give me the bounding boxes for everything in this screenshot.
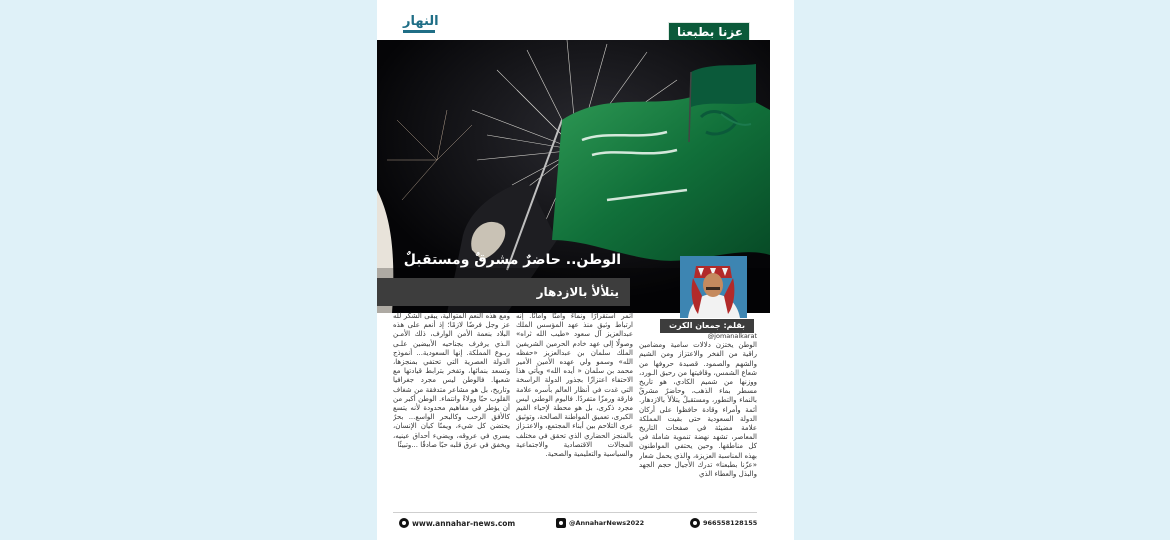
column-right-text: الوطن يختزن دلالات سامية ومضامين راقية من الفخر والاعتزاز ومن الشيم والشهم والصمود. قصيدة حروفها من شعاع الشمس، وقافيتها من رحيق الـورد، ووزنها من شميم الكادي، هو تاريخ مسطر بماء الذهب، وحاضرٌ مشرقٌ بالنماء والتطور، ومستقبلٌ يتلألأ بالازدهار. أئمة وأمراء وقادة حافظوا على أركان الدولة السعودية حتى بقيت المملكة علامة مضيئة في صفحات التاريخ المعاصر، تشهد نهضة تنموية شاملة في كل مناطقها. وحين يحتفي المواطنون بهذه المناسبة العزيزة، والذي يحمل شعار «عزّنا بطبعنا» تدرك الأجيال حجم الجهد والبذل والعطاء الذي (639, 341, 757, 479)
badge-title: عزنا بطبعنا (676, 25, 744, 39)
logo-text: النهار (403, 14, 439, 29)
whatsapp-icon (690, 518, 700, 528)
national-day-emblem (681, 62, 759, 144)
article-column-middle: أثمر استقرارًا ونماءً وأمنًا وأمانًا. إنه ارتباط وثيق منذ عهد المؤسس الملك عبدالعزيز آل سعود «طيب الله ثراه» وصولًا إلى عهد خادم الحرمين الشريفين الملك سلمان بن عبدالعزيز «حفظه الله» وسمو ولي عهده الأمين الأمير محمد بن سلمان « أيده الله» ويأتي هذا الاحتفاء اعتزازًا بجذور الدولة الراسخة التي غدت في أنظار العالم بأسره علامة فارقة ورمزًا متفردًا. فاليوم الوطني ليس مجرد ذكرى، بل هو محطة لإحياء القيم الكبرى، تعميق المواطنة الصالحة، وتوثيق عرى التلاحم بين أبناء المجتمع، والاعتـزاز بالمنجز الحضاري الذي تحقق في مختلف المجالات الاقتصادية والاجتماعية والسياسية والتعليمية والصحية. (516, 312, 633, 459)
footer-twitter[interactable] (556, 516, 644, 530)
footer-website[interactable] (399, 516, 515, 530)
article-subtitle: يتلألأ بالازدهار (536, 285, 619, 299)
author-photo (680, 256, 747, 318)
author-byline: بقلم: جمعان الكرت (669, 321, 745, 330)
article-column-left: ومع هذه النعم المتوالية، يبقى الشكر لله عز وجل فرضًا لازمًا؛ إذ أنعم على هذه البلاد بنعمة الأمن الوارف، ذلك الأمـن الـذي يرفرف بجناحيه الأبيضين علـى ربـوع المملكة. إنها السعودية... أنموذج الدولة العصرية التي تحتفي بمنجزها، وتسعد بنمائها، وتفخر بترابط قيادتها مع شعبها. فالوطن ليس مجرد جغرافيا وتاريخ، بل هو مشاعر متدفقة من شغاف القلوب حبًا وولاءً وانتماء. الوطن أكبر من أن يؤطر في مفاهيم محدودة لأنه يتسع كالأفق الرحب وكالبحر الواسع... بحرٌ يحتضن كل شيء، ويمنًا كيان الإنسان، يسري في عروقه، ويضيء أحداق عينيه، ويخفق في عرق قلبه حبًا صادقًا ...وتبيئًا (393, 312, 510, 449)
x-twitter-icon (556, 518, 566, 528)
whatsapp-text: 966558128155 (703, 519, 758, 527)
article-column-right (639, 332, 757, 522)
author-handle[interactable]: @jomanalkarat (707, 332, 757, 340)
globe-icon (399, 518, 409, 528)
website-text: www.annahar-news.com (412, 518, 516, 528)
twitter-text: @AnnaharNews2022 (569, 519, 645, 527)
footer-whatsapp[interactable] (690, 516, 757, 530)
article-headline: الوطن.. حاضرٌ مشرقٌ ومستقبلٌ (403, 252, 621, 268)
annahar-logo[interactable] (403, 14, 439, 34)
footer-divider (393, 512, 757, 513)
newspaper-page (377, 0, 794, 540)
logo-underline (403, 30, 435, 33)
